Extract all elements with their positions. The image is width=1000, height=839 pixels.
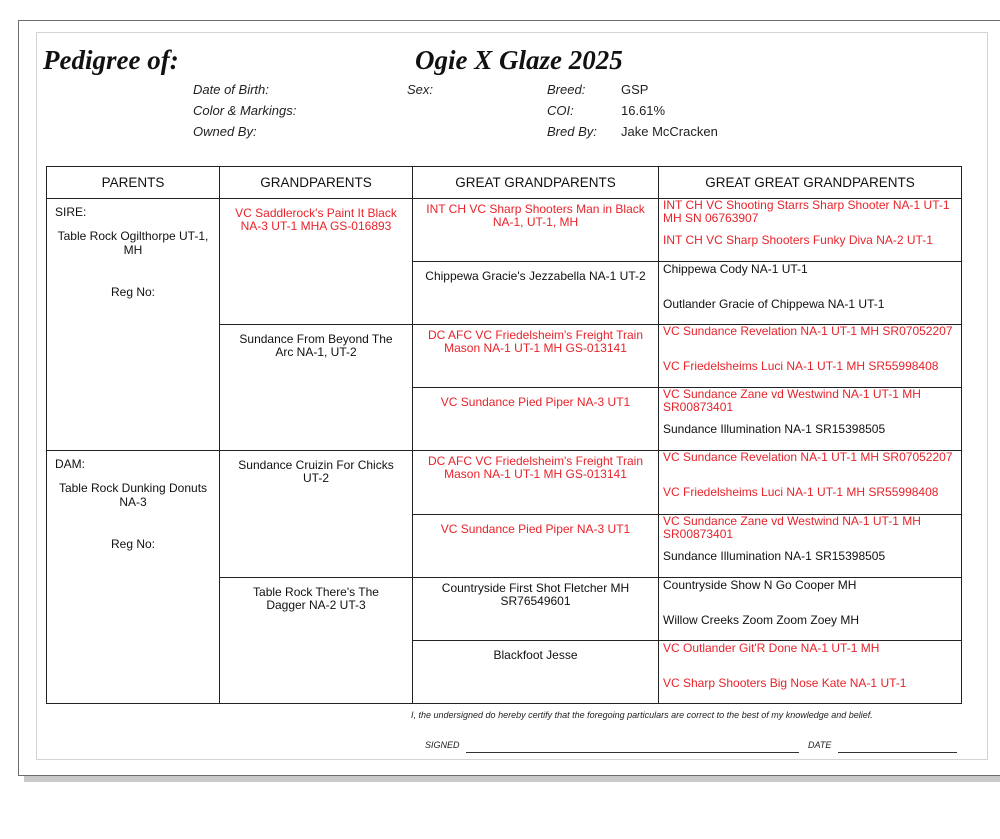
col-header-parents: PARENTS [47, 167, 220, 199]
breed-value: GSP [621, 82, 649, 97]
dam-label: DAM: [55, 457, 85, 472]
great-great-grandparent-6: VC Friedelsheims Luci NA-1 UT-1 MH SR55998408 [663, 359, 939, 374]
dam-cell [47, 451, 220, 704]
great-great-grandparent-8: Sundance Illumination NA-1 SR15398505 [663, 422, 886, 437]
date-line [838, 752, 957, 753]
grandparent-1: VC Saddlerock's Paint It Black NA-3 UT-1 MHA GS-016893 [220, 199, 413, 325]
owned-by-label: Owned By: [193, 124, 257, 139]
great-great-grandparent-13: Countryside Show N Go Cooper MH [663, 577, 857, 592]
great-great-grandparent-4: Outlander Gracie of Chippewa NA-1 UT-1 [663, 297, 885, 312]
pedigree-sheet [18, 20, 1000, 776]
great-great-grandparent-1: INT CH VC Shooting Starrs Sharp Shooter NA-1 UT-1 MH SN 06763907 [663, 198, 950, 226]
col-header-grandparents: GRANDPARENTS [220, 167, 413, 199]
great-grandparent-4: VC Sundance Pied Piper NA-3 UT1 [413, 388, 659, 451]
great-great-grandparent-11: VC Sundance Zane vd Westwind NA-1 UT-1 MH SR00873401 [663, 513, 921, 541]
date-label: DATE [808, 740, 832, 750]
dam-name: Table Rock Dunking Donuts NA-3 [58, 481, 208, 510]
breed-label: Breed: [547, 82, 586, 97]
grandparent-4: Table Rock There's The Dagger NA-2 UT-3 [220, 577, 413, 703]
great-great-grandparent-5: VC Sundance Revelation NA-1 UT-1 MH SR07052207 [663, 324, 953, 339]
great-grandparent-1: INT CH VC Sharp Shooters Man in Black NA-1, UT-1, MH [413, 199, 659, 262]
great-great-grandparent-12: Sundance Illumination NA-1 SR15398505 [663, 548, 886, 563]
col-header-great-great-grandparents: GREAT GREAT GRANDPARENTS [659, 167, 962, 199]
certification-text: I, the undersigned do hereby certify that the foregoing particulars are correct to the best of my knowledge and belief. [411, 710, 873, 720]
sex-label: Sex: [407, 82, 434, 97]
great-great-grandparent-14: Willow Creeks Zoom Zoom Zoey MH [663, 612, 860, 627]
dam-reg-label: Reg No: [110, 537, 156, 552]
great-grandparent-6: VC Sundance Pied Piper NA-3 UT1 [413, 514, 659, 577]
sire-cell [47, 199, 220, 451]
ggg-cell-6 [659, 514, 962, 577]
great-great-grandparent-15: VC Outlander Git'R Done NA-1 UT-1 MH [663, 640, 880, 655]
dog-name-title: Ogie X Glaze 2025 [415, 45, 623, 75]
great-grandparent-8: Blackfoot Jesse [413, 640, 659, 703]
great-great-grandparent-2: INT CH VC Sharp Shooters Funky Diva NA-2 UT-1 [663, 233, 933, 248]
col-header-great-grandparents: GREAT GRANDPARENTS [413, 167, 659, 199]
pedigree-title-label: Pedigree of: [43, 45, 179, 75]
color-markings-label: Color & Markings: [193, 103, 297, 118]
grandparent-2: Sundance From Beyond The Arc NA-1, UT-2 [220, 325, 413, 451]
great-great-grandparent-9: VC Sundance Revelation NA-1 UT-1 MH SR07052207 [663, 450, 953, 465]
coi-label: COI: [547, 103, 574, 118]
great-great-grandparent-16: VC Sharp Shooters Big Nose Kate NA-1 UT-1 [663, 675, 907, 690]
ggg-cell-3 [659, 325, 962, 388]
header-row [47, 167, 962, 199]
sire-label: SIRE: [55, 205, 87, 220]
ggg-cell-1 [659, 199, 962, 262]
signature-line [466, 752, 799, 753]
sire-reg-label: Reg No: [110, 285, 156, 300]
ggg-cell-8 [659, 640, 962, 703]
date-of-birth-label: Date of Birth: [193, 82, 269, 97]
ggg-cell-5 [659, 451, 962, 514]
great-great-grandparent-7: VC Sundance Zane vd Westwind NA-1 UT-1 MH SR00873401 [663, 387, 921, 415]
ggg-cell-4 [659, 388, 962, 451]
ggg-cell-7 [659, 577, 962, 640]
great-great-grandparent-3: Chippewa Cody NA-1 UT-1 [663, 262, 808, 277]
great-grandparent-7: Countryside First Shot Fletcher MH SR76549601 [413, 577, 659, 640]
sire-name: Table Rock Ogilthorpe UT-1, MH [57, 229, 209, 258]
grandparent-3: Sundance Cruizin For Chicks UT-2 [220, 451, 413, 577]
signed-label: SIGNED [425, 740, 460, 750]
bred-by-value: Jake McCracken [621, 124, 718, 139]
great-grandparent-3: DC AFC VC Friedelsheim's Freight Train Mason NA-1 UT-1 MH GS-013141 [413, 325, 659, 388]
great-great-grandparent-10: VC Friedelsheims Luci NA-1 UT-1 MH SR55998408 [663, 485, 939, 500]
great-grandparent-2: Chippewa Gracie's Jezzabella NA-1 UT-2 [413, 262, 659, 325]
coi-value: 16.61% [621, 103, 666, 118]
ggg-cell-2 [659, 262, 962, 325]
pedigree-table [46, 166, 962, 704]
great-grandparent-5: DC AFC VC Friedelsheim's Freight Train Mason NA-1 UT-1 MH GS-013141 [413, 451, 659, 514]
bred-by-label: Bred By: [547, 124, 597, 139]
